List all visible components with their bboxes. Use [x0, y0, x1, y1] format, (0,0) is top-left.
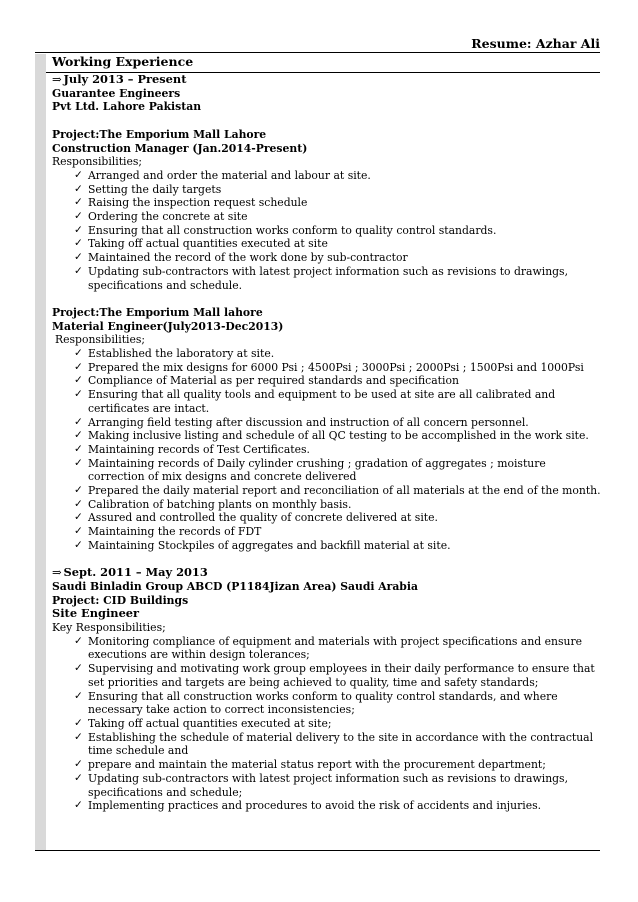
- check-icon: ✓: [74, 511, 83, 524]
- check-icon: ✓: [74, 525, 83, 538]
- list-item: ✓ Maintaining Stockpiles of aggregates and backfill material at site.: [74, 538, 451, 552]
- arrow-icon: ⇒: [52, 72, 62, 86]
- check-icon: ✓: [74, 662, 83, 675]
- list-item: ✓ Establishing the schedule of material delivery to the site in accordance with the contractual time schedule and: [74, 730, 594, 758]
- check-icon: ✓: [74, 347, 83, 360]
- list-item: ✓ Raising the inspection request schedule: [74, 196, 308, 210]
- job1-location: Pvt Ltd. Lahore Pakistan: [52, 100, 202, 114]
- check-icon: ✓: [74, 689, 83, 702]
- list-item: ✓ Established the laboratory at site.: [74, 347, 275, 361]
- list-item: ✓ Calibration of batching plants on monthly basis.: [74, 497, 352, 511]
- experience-content: [52, 73, 602, 813]
- check-icon: ✓: [74, 771, 83, 784]
- list-item: ✓ Supervising and motivating work group employees in their daily performance to ensure that set priorities and targets are being achieved to quality, time and safety standards;: [74, 662, 595, 689]
- check-icon: ✓: [74, 497, 83, 510]
- check-icon: ✓: [74, 237, 83, 250]
- list-item: ✓ Updating sub-contractors with latest project information such as revisions to drawings, specifications and schedule;: [74, 771, 569, 799]
- job2-project: Project: CID Buildings: [52, 593, 189, 607]
- section-heading: Working Experience: [52, 54, 194, 69]
- list-item: ✓ Taking off actual quantities executed at site: [74, 237, 328, 251]
- list-item: ✓ Setting the daily targets: [74, 182, 222, 196]
- list-item: ✓ prepare and maintain the material status report with the procurement department;: [74, 758, 546, 772]
- list-item: ✓ Maintaining records of Daily cylinder crushing ; gradation of aggregates ; moisture correction of mix designs and concrete delivered: [74, 456, 546, 484]
- check-icon: ✓: [74, 634, 83, 647]
- check-icon: ✓: [74, 182, 83, 195]
- job1-company: Guarantee Engineers: [52, 86, 181, 100]
- job1-project2-list: [52, 347, 602, 553]
- job2-resp-label: Key Responsibilities;: [52, 621, 166, 635]
- list-item: ✓ Taking off actual quantities executed at site;: [74, 717, 332, 730]
- list-item: ✓ Prepared the mix designs for 6000 Psi ; 4500Psi ; 3000Psi ; 2000Psi ; 1500Psi and 1000Psi: [74, 360, 584, 374]
- side-bar: [35, 54, 46, 850]
- check-icon: ✓: [74, 374, 83, 387]
- list-item: ✓ Ordering the concrete at site: [74, 210, 248, 224]
- check-icon: ✓: [74, 415, 83, 428]
- check-icon: ✓: [74, 717, 83, 729]
- check-icon: ✓: [74, 429, 83, 442]
- job1-project1: Project:The Emporium Mall Lahore: [52, 127, 267, 141]
- arrow-icon: ⇒: [52, 565, 62, 580]
- bottom-divider: [35, 850, 600, 851]
- list-item: ✓ Prepared the daily material report and reconciliation of all materials at the end of the month.: [74, 484, 601, 498]
- list-item: ✓ Ensuring that all construction works conform to quality control standards.: [74, 223, 497, 237]
- list-item: ✓ Ensuring that all quality tools and equipment to be used at site are all calibrated and certificates are intact.: [74, 388, 556, 415]
- list-item: ✓ Maintained the record of the work done by sub-contractor: [74, 251, 408, 265]
- job2-role: Site Engineer: [52, 606, 140, 621]
- job1-resp-label1: Responsibilities;: [52, 155, 143, 169]
- job1-period: ⇒ July 2013 – Present: [52, 72, 187, 86]
- job2-company: Saudi Binladin Group ABCD (P1184Jizan Area) Saudi Arabia: [52, 579, 418, 593]
- job1-resp-label2: Responsibilities;: [55, 333, 146, 347]
- list-item: ✓ Compliance of Material as per required standards and specification: [74, 374, 459, 388]
- list-item: ✓ Updating sub-contractors with latest project information such as revisions to drawings, specifications and schedule.: [74, 264, 569, 292]
- resume-title: Resume: Azhar Ali: [471, 36, 600, 51]
- list-item: ✓ Arranged and order the material and labour at site.: [74, 168, 371, 182]
- list-item: ✓ Monitoring compliance of equipment and materials with project specifications and ensure executions are within design tolerances;: [74, 634, 583, 662]
- check-icon: ✓: [74, 538, 83, 551]
- job1-project2: Project:The Emporium Mall lahore: [52, 305, 263, 319]
- check-icon: ✓: [74, 799, 83, 812]
- check-icon: ✓: [74, 210, 83, 223]
- job1-project1-list: [52, 169, 602, 292]
- list-item: ✓ Maintaining the records of FDT: [74, 525, 262, 539]
- check-icon: ✓: [74, 484, 83, 497]
- check-icon: ✓: [74, 168, 83, 181]
- check-icon: ✓: [74, 264, 83, 277]
- job2-list: [52, 635, 602, 813]
- list-item: ✓ Implementing practices and procedures to avoid the risk of accidents and injuries.: [74, 799, 542, 813]
- job1-role2: Material Engineer(July2013-Dec2013): [52, 319, 284, 333]
- check-icon: ✓: [74, 388, 83, 401]
- check-icon: ✓: [74, 758, 83, 771]
- check-icon: ✓: [74, 456, 83, 469]
- check-icon: ✓: [74, 360, 83, 373]
- list-item: ✓ Ensuring that all construction works conform to quality control standards, and where necessary take action to correct inconsistencies;: [74, 689, 558, 717]
- check-icon: ✓: [74, 730, 83, 743]
- check-icon: ✓: [74, 442, 83, 455]
- check-icon: ✓: [74, 196, 83, 209]
- list-item: ✓ Arranging field testing after discussion and instruction of all concern personnel.: [74, 415, 529, 429]
- list-item: ✓ Making inclusive listing and schedule of all QC testing to be accomplished in the work site.: [74, 429, 589, 443]
- list-item: ✓ Maintaining records of Test Certificates.: [74, 442, 310, 456]
- check-icon: ✓: [74, 223, 83, 236]
- job1-role1: Construction Manager (Jan.2014-Present): [52, 141, 308, 155]
- check-icon: ✓: [74, 251, 83, 264]
- list-item: ✓ Assured and controlled the quality of concrete delivered at site.: [74, 511, 438, 525]
- job2-period: ⇒ Sept. 2011 – May 2013: [52, 565, 208, 580]
